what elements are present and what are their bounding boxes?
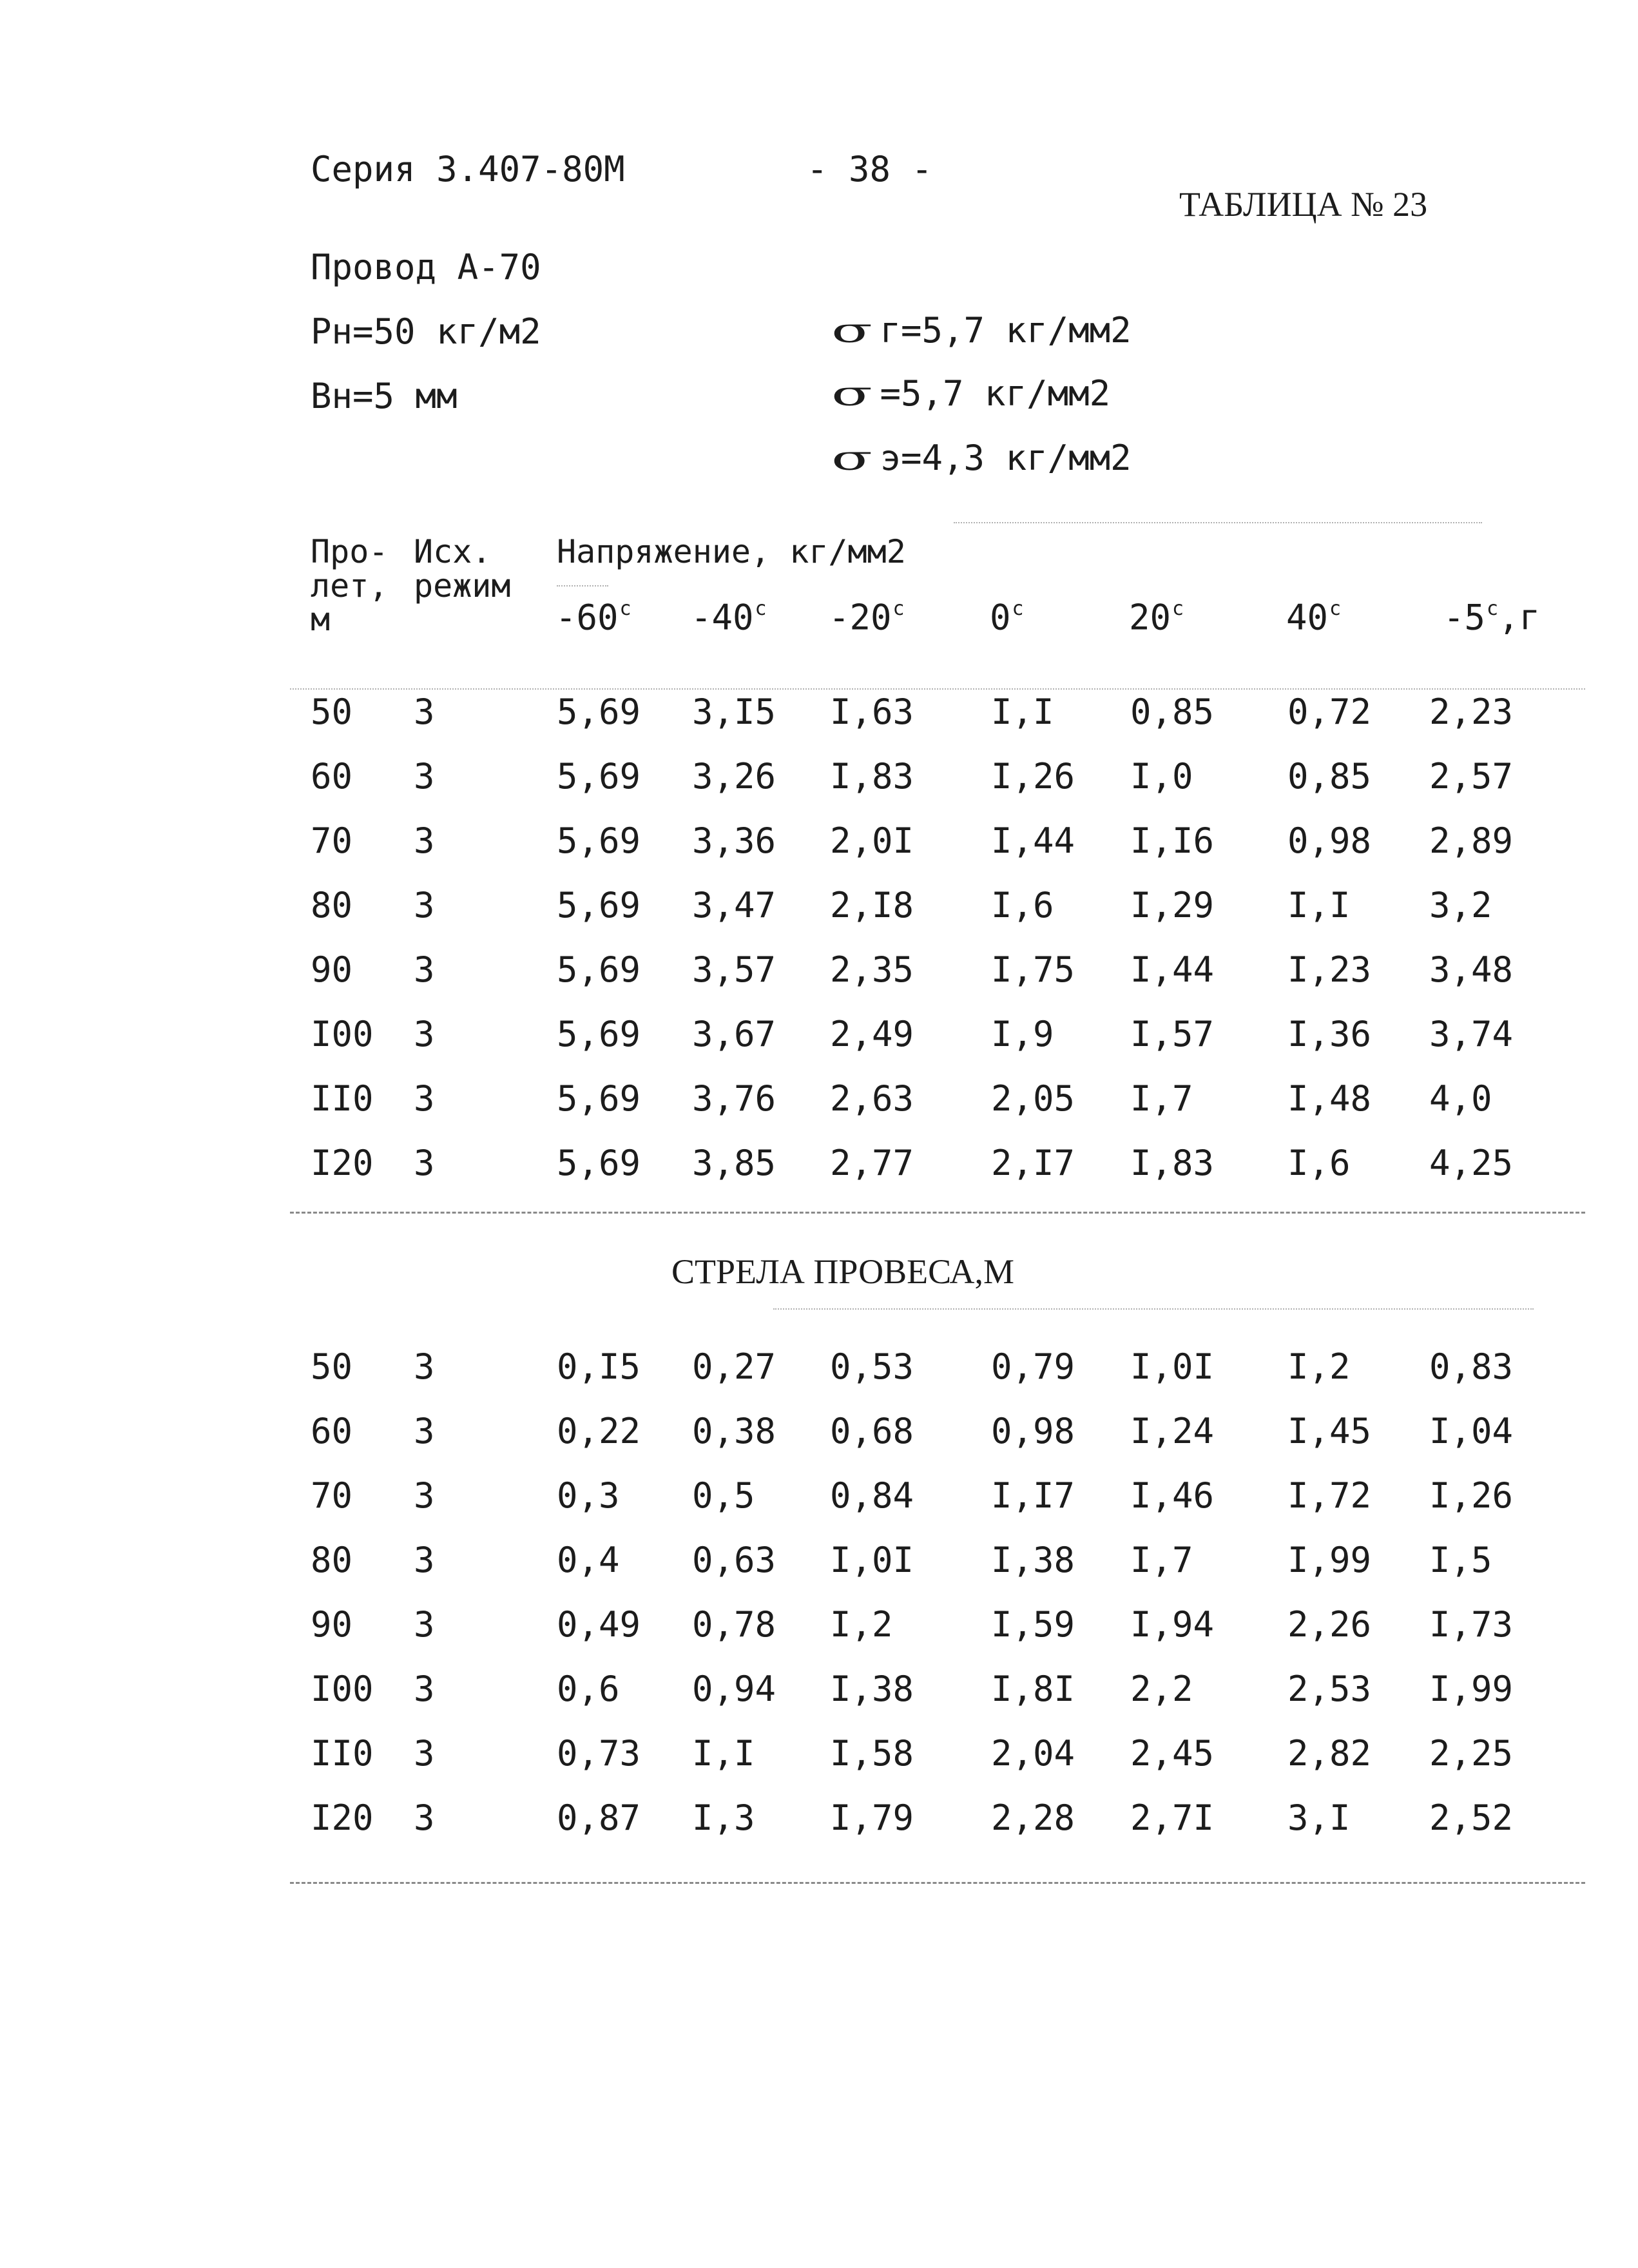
value-cell: I,59	[991, 1604, 1075, 1645]
value-cell: I,63	[830, 691, 914, 732]
value-cell: I,3	[692, 1797, 755, 1838]
value-cell: I,38	[830, 1668, 914, 1709]
value-cell: 0,72	[1287, 691, 1372, 732]
value-cell: 2,82	[1287, 1732, 1372, 1774]
value-cell: 0,27	[692, 1346, 776, 1387]
value-cell: 3,57	[692, 949, 776, 990]
temp-col-7: -5$^c$,г	[1443, 597, 1541, 638]
value-cell: 5,69	[557, 884, 641, 926]
value-cell: 2,2	[1130, 1668, 1193, 1709]
value-cell: 3,26	[692, 755, 776, 797]
value-cell: I,0I	[830, 1539, 914, 1580]
span-cell: 70	[311, 1475, 353, 1516]
value-cell: 0,6	[557, 1668, 620, 1709]
span-cell: 50	[311, 1346, 353, 1387]
mode-cell: 3	[414, 820, 435, 861]
value-cell: 3,85	[692, 1142, 776, 1183]
value-cell: I,73	[1429, 1604, 1514, 1645]
value-cell: 5,69	[557, 1078, 641, 1119]
mode-cell: 3	[414, 755, 435, 797]
stress-header-underline	[557, 585, 608, 586]
value-cell: I,24	[1130, 1410, 1215, 1451]
value-cell: 2,45	[1130, 1732, 1215, 1774]
series-label: Серия 3.407-80М	[311, 149, 625, 189]
mode-cell: 3	[414, 949, 435, 990]
value-cell: I,9	[991, 1013, 1054, 1054]
wind-pressure: Рн=50 кг/м2	[311, 311, 541, 352]
sag-section-title: СТРЕЛА ПРОВЕСА,М	[671, 1252, 1014, 1291]
value-cell: 5,69	[557, 820, 641, 861]
mode-cell: 3	[414, 1732, 435, 1774]
value-cell: I,83	[830, 755, 914, 797]
value-cell: 2,25	[1429, 1732, 1514, 1774]
value-cell: 3,I	[1287, 1797, 1351, 1838]
value-cell: 2,I7	[991, 1142, 1075, 1183]
sag-table	[311, 1334, 1552, 1850]
value-cell: 3,47	[692, 884, 776, 926]
sag-bottom-rule	[290, 1882, 1585, 1884]
span-cell: I20	[311, 1142, 374, 1183]
value-cell: 0,78	[692, 1604, 776, 1645]
value-cell: 3,2	[1429, 884, 1492, 926]
value-cell: I,44	[991, 820, 1075, 861]
value-cell: 2,35	[830, 949, 914, 990]
value-cell: I,5	[1429, 1539, 1492, 1580]
mode-cell: 3	[414, 691, 435, 732]
temp-header-row	[0, 599, 1638, 645]
value-cell: I,2	[830, 1604, 893, 1645]
value-cell: 2,23	[1429, 691, 1514, 732]
table-row	[311, 1463, 1552, 1527]
table-row	[311, 873, 1552, 937]
value-cell: 0,22	[557, 1410, 641, 1451]
value-cell: I,99	[1287, 1539, 1372, 1580]
span-cell: I20	[311, 1797, 374, 1838]
value-cell: I,45	[1287, 1410, 1372, 1451]
value-cell: 0,73	[557, 1732, 641, 1774]
mode-header: Исх. режим	[414, 533, 511, 605]
value-cell: I,23	[1287, 949, 1372, 990]
value-cell: I,8I	[991, 1668, 1075, 1709]
value-cell: 5,69	[557, 691, 641, 732]
wire-type: Провод А-70	[311, 247, 541, 287]
value-cell: 0,83	[1429, 1346, 1514, 1387]
value-cell: 2,0I	[830, 820, 914, 861]
value-cell: I,I	[1287, 884, 1351, 926]
mode-cell: 3	[414, 1410, 435, 1451]
value-cell: 2,57	[1429, 755, 1514, 797]
value-cell: 3,74	[1429, 1013, 1514, 1054]
span-cell: 60	[311, 1410, 353, 1451]
value-cell: I,7	[1130, 1078, 1193, 1119]
span-cell: 80	[311, 884, 353, 926]
value-cell: I,94	[1130, 1604, 1215, 1645]
span-cell: II0	[311, 1732, 374, 1774]
stress-table	[311, 679, 1552, 1195]
value-cell: I,6	[991, 884, 1054, 926]
sigma-icon: σ	[831, 375, 872, 414]
value-cell: 0,I5	[557, 1346, 641, 1387]
sigma-icon: σ	[831, 440, 872, 478]
value-cell: I,04	[1429, 1410, 1514, 1451]
value-cell: I,79	[830, 1797, 914, 1838]
value-cell: 2,77	[830, 1142, 914, 1183]
value-cell: I,2	[1287, 1346, 1351, 1387]
value-cell: 3,36	[692, 820, 776, 861]
value-cell: I,I	[692, 1732, 755, 1774]
value-cell: I,0	[1130, 755, 1193, 797]
table-row	[311, 1785, 1552, 1850]
value-cell: I,6	[1287, 1142, 1351, 1183]
sag-title-rule	[773, 1308, 1534, 1310]
value-cell: I,38	[991, 1539, 1075, 1580]
table-row	[311, 1721, 1552, 1785]
value-cell: I,44	[1130, 949, 1215, 990]
value-cell: 0,38	[692, 1410, 776, 1451]
value-cell: 0,94	[692, 1668, 776, 1709]
value-cell: 3,48	[1429, 949, 1514, 990]
span-cell: 80	[311, 1539, 353, 1580]
value-cell: 2,I8	[830, 884, 914, 926]
value-cell: 0,79	[991, 1346, 1075, 1387]
span-cell: 90	[311, 949, 353, 990]
value-cell: I,72	[1287, 1475, 1372, 1516]
temp-col-4: 0$^c$	[990, 597, 1024, 638]
span-cell: I00	[311, 1013, 374, 1054]
value-cell: 2,26	[1287, 1604, 1372, 1645]
table-row	[311, 1130, 1552, 1195]
value-cell: I,I	[991, 691, 1054, 732]
value-cell: 0,3	[557, 1475, 620, 1516]
table-row	[311, 1656, 1552, 1721]
value-cell: I,7	[1130, 1539, 1193, 1580]
value-cell: 0,87	[557, 1797, 641, 1838]
value-cell: I,46	[1130, 1475, 1215, 1516]
value-cell: I,26	[991, 755, 1075, 797]
span-cell: I00	[311, 1668, 374, 1709]
page-number: - 38 -	[807, 149, 933, 189]
table-label: ТАБЛИЦА № 23	[1179, 185, 1428, 224]
mode-cell: 3	[414, 1142, 435, 1183]
value-cell: I,36	[1287, 1013, 1372, 1054]
value-cell: 2,53	[1287, 1668, 1372, 1709]
value-cell: 3,67	[692, 1013, 776, 1054]
value-cell: 0,84	[830, 1475, 914, 1516]
mode-cell: 3	[414, 884, 435, 926]
value-cell: 3,I5	[692, 691, 776, 732]
value-cell: 0,98	[1287, 820, 1372, 861]
value-cell: 0,85	[1130, 691, 1215, 732]
value-cell: 5,69	[557, 1013, 641, 1054]
value-cell: I,83	[1130, 1142, 1215, 1183]
span-cell: II0	[311, 1078, 374, 1119]
stress-bottom-rule	[290, 1212, 1585, 1214]
table-row	[311, 679, 1552, 744]
temp-col-2: -40$^c$	[691, 597, 767, 638]
value-cell: I,I7	[991, 1475, 1075, 1516]
table-row	[311, 1002, 1552, 1066]
value-cell: 2,89	[1429, 820, 1514, 861]
value-cell: 0,49	[557, 1604, 641, 1645]
table-row	[311, 1592, 1552, 1656]
mode-cell: 3	[414, 1604, 435, 1645]
temp-col-5: 20$^c$	[1129, 597, 1184, 638]
value-cell: I,0I	[1130, 1346, 1215, 1387]
value-cell: I,29	[1130, 884, 1215, 926]
span-header: Про- лет, м	[311, 533, 389, 638]
value-cell: I,I6	[1130, 820, 1215, 861]
value-cell: 4,25	[1429, 1142, 1514, 1183]
value-cell: 0,5	[692, 1475, 755, 1516]
table-row	[311, 937, 1552, 1002]
sigma-g: σ г=5,7 кг/мм2	[831, 310, 1132, 351]
temp-col-3: -20$^c$	[829, 597, 905, 638]
sigma-minus: σ =5,7 кг/мм2	[831, 373, 1111, 414]
mode-cell: 3	[414, 1539, 435, 1580]
table-row	[311, 1066, 1552, 1130]
value-cell: 5,69	[557, 1142, 641, 1183]
ice-thickness: Вн=5 мм	[311, 376, 458, 416]
span-cell: 60	[311, 755, 353, 797]
mode-cell: 3	[414, 1475, 435, 1516]
value-cell: 2,04	[991, 1732, 1075, 1774]
temp-col-1: -60$^c$	[555, 597, 631, 638]
mode-cell: 3	[414, 1668, 435, 1709]
value-cell: 2,28	[991, 1797, 1075, 1838]
mode-cell: 3	[414, 1797, 435, 1838]
value-cell: 2,49	[830, 1013, 914, 1054]
sigma-icon: σ	[831, 312, 872, 351]
value-cell: 5,69	[557, 755, 641, 797]
sigma-e: σ э=4,3 кг/мм2	[831, 438, 1132, 478]
value-cell: 5,69	[557, 949, 641, 990]
value-cell: 2,52	[1429, 1797, 1514, 1838]
table-row	[311, 1527, 1552, 1592]
value-cell: I,75	[991, 949, 1075, 990]
value-cell: 2,7I	[1130, 1797, 1215, 1838]
mode-cell: 3	[414, 1346, 435, 1387]
value-cell: 4,0	[1429, 1078, 1492, 1119]
table-row	[311, 1334, 1552, 1399]
value-cell: 3,76	[692, 1078, 776, 1119]
span-cell: 90	[311, 1604, 353, 1645]
value-cell: I,26	[1429, 1475, 1514, 1516]
value-cell: 2,05	[991, 1078, 1075, 1119]
value-cell: I,48	[1287, 1078, 1372, 1119]
mode-cell: 3	[414, 1078, 435, 1119]
value-cell: 0,4	[557, 1539, 620, 1580]
value-cell: 0,63	[692, 1539, 776, 1580]
value-cell: 2,63	[830, 1078, 914, 1119]
table-row	[311, 744, 1552, 808]
table-row	[311, 1399, 1552, 1463]
value-cell: 0,98	[991, 1410, 1075, 1451]
span-cell: 70	[311, 820, 353, 861]
span-cell: 50	[311, 691, 353, 732]
value-cell: I,99	[1429, 1668, 1514, 1709]
header-top-rule	[954, 522, 1482, 523]
value-cell: I,57	[1130, 1013, 1215, 1054]
value-cell: 0,53	[830, 1346, 914, 1387]
stress-header-title: Напряжение, кг/мм2	[557, 533, 906, 570]
value-cell: I,58	[830, 1732, 914, 1774]
table-row	[311, 808, 1552, 873]
value-cell: 0,85	[1287, 755, 1372, 797]
value-cell: 0,68	[830, 1410, 914, 1451]
mode-cell: 3	[414, 1013, 435, 1054]
temp-col-6: 40$^c$	[1286, 597, 1342, 638]
